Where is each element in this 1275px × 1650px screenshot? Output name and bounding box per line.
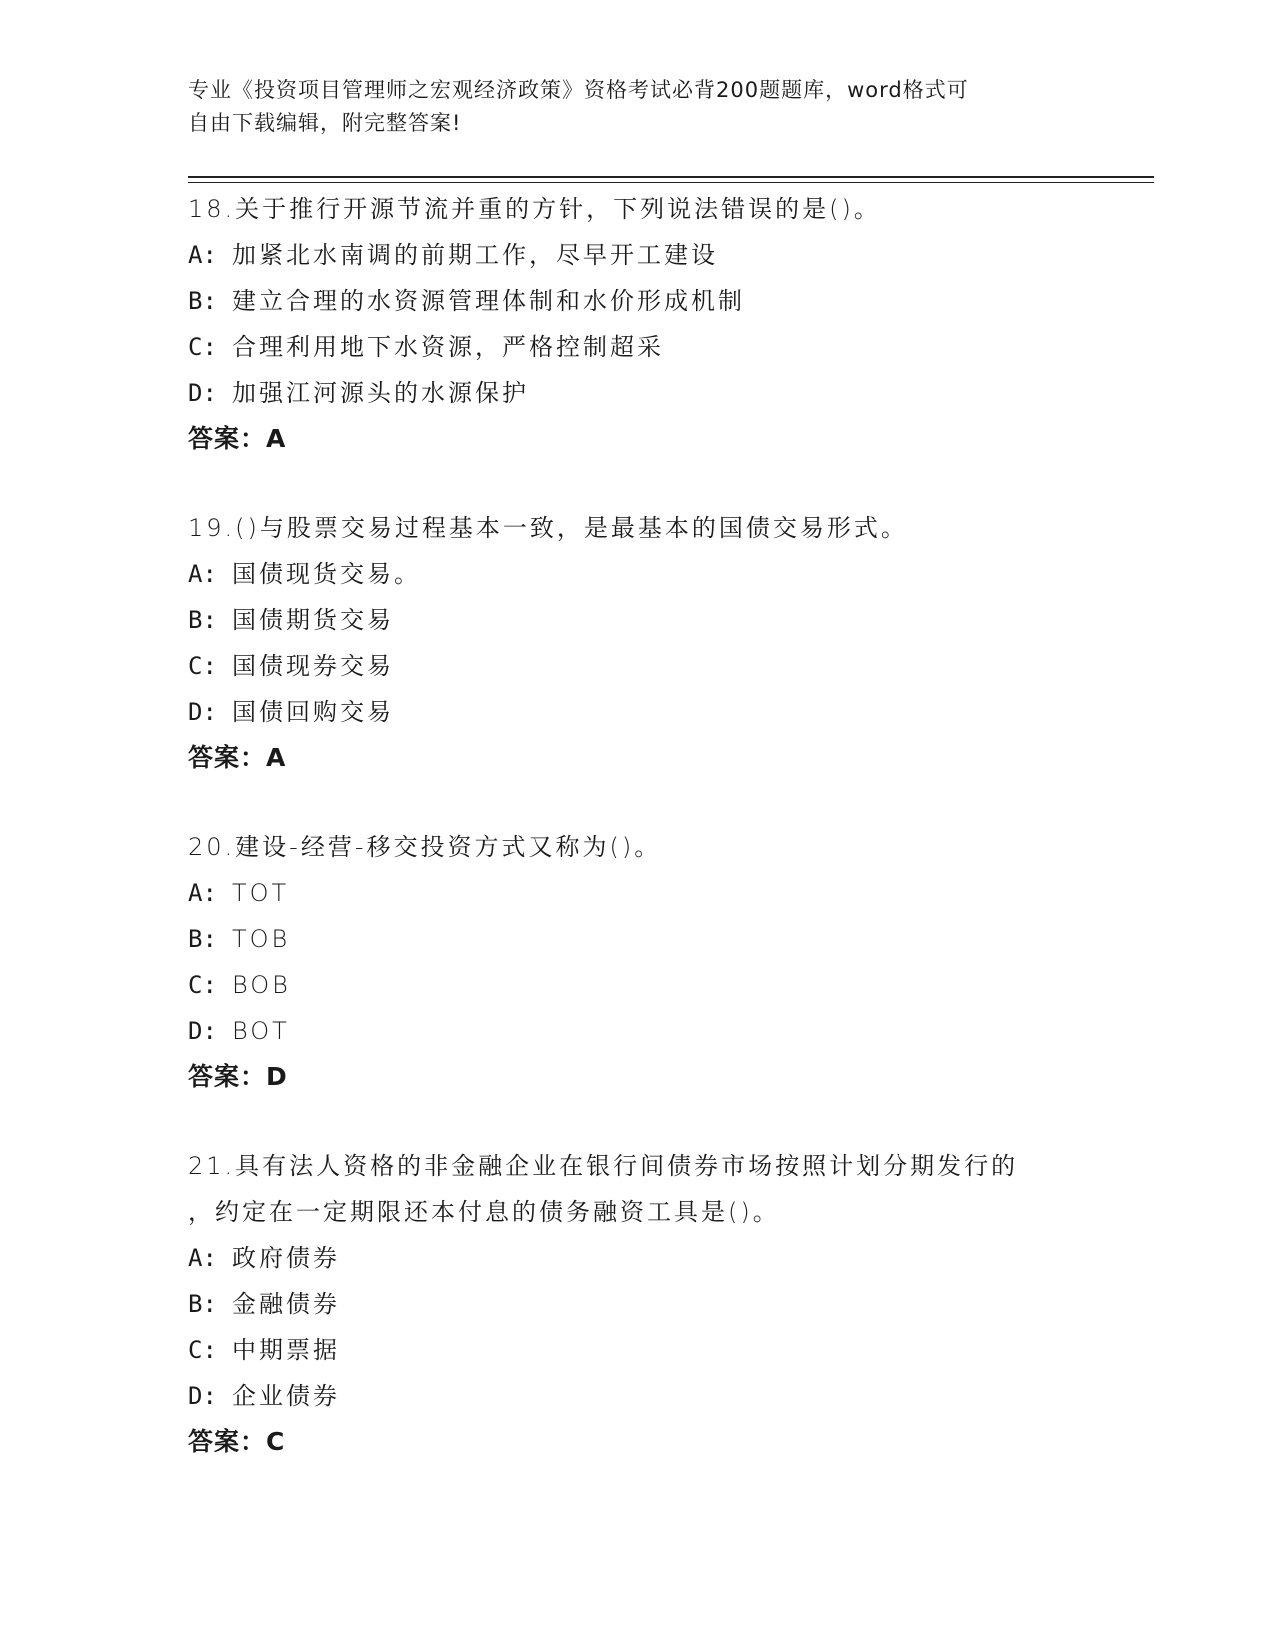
question-20 xyxy=(188,824,1088,1100)
option-text: TOB xyxy=(232,925,291,953)
option-d xyxy=(188,370,1088,416)
option-text: 建立合理的水资源管理体制和水价形成机制 xyxy=(232,287,745,315)
option-text: 金融债券 xyxy=(232,1290,340,1318)
question-text: 19.()与股票交易过程基本一致，是最基本的国债交易形式。 xyxy=(188,514,908,542)
header-line-1: 专业《投资项目管理师之宏观经济政策》资格考试必背200题题库，word格式可 xyxy=(188,78,969,102)
option-text: 中期票据 xyxy=(232,1336,340,1364)
option-text: 企业债券 xyxy=(232,1382,340,1410)
option-key: B: xyxy=(188,606,217,634)
option-key: D: xyxy=(188,1017,217,1045)
option-key: C: xyxy=(188,333,217,361)
option-key: B: xyxy=(188,1290,217,1318)
question-18 xyxy=(188,186,1088,462)
option-c xyxy=(188,1327,1088,1373)
option-key: A: xyxy=(188,879,217,907)
option-c xyxy=(188,643,1088,689)
option-text: 加强江河源头的水源保护 xyxy=(232,379,529,407)
option-b xyxy=(188,597,1088,643)
option-b xyxy=(188,916,1088,962)
option-text: 合理利用地下水资源，严格控制超采 xyxy=(232,333,664,361)
question-21 xyxy=(188,1143,1088,1465)
option-b xyxy=(188,278,1088,324)
answer: 答案：A xyxy=(188,743,287,772)
option-text: TOT xyxy=(232,879,290,907)
option-key: C: xyxy=(188,1336,217,1364)
question-text: 21.具有法人资格的非金融企业在银行间债券市场按照计划分期发行的 xyxy=(188,1152,1019,1180)
option-text: 加紧北水南调的前期工作，尽早开工建设 xyxy=(232,241,718,269)
option-a xyxy=(188,551,1088,597)
option-text: 国债现券交易 xyxy=(232,652,394,680)
option-key: C: xyxy=(188,652,217,680)
option-text: BOB xyxy=(232,971,291,999)
option-d xyxy=(188,1008,1088,1054)
document-header xyxy=(188,74,1088,140)
question-19 xyxy=(188,505,1088,781)
option-key: C: xyxy=(188,971,217,999)
option-text: 国债期货交易 xyxy=(232,606,394,634)
option-key: A: xyxy=(188,560,217,588)
option-d xyxy=(188,689,1088,735)
option-a xyxy=(188,870,1088,916)
header-line-2: 自由下载编辑，附完整答案! xyxy=(188,111,462,135)
option-a xyxy=(188,232,1088,278)
answer: 答案：D xyxy=(188,1062,288,1091)
option-key: A: xyxy=(188,1244,217,1272)
option-text: BOT xyxy=(232,1017,290,1045)
option-c xyxy=(188,324,1088,370)
option-key: D: xyxy=(188,379,217,407)
option-text: 国债现货交易。 xyxy=(232,560,421,588)
option-text: 政府债券 xyxy=(232,1244,340,1272)
header-divider-thick xyxy=(188,176,1154,178)
header-divider-thin xyxy=(188,182,1154,183)
option-key: A: xyxy=(188,241,217,269)
answer: 答案：C xyxy=(188,1427,286,1456)
option-key: D: xyxy=(188,698,217,726)
question-text: 20.建设-经营-移交投资方式又称为()。 xyxy=(188,833,662,861)
question-text: 18.关于推行开源节流并重的方针，下列说法错误的是()。 xyxy=(188,195,881,223)
option-key: B: xyxy=(188,925,217,953)
question-text-continued: ，约定在一定期限还本付息的债务融资工具是()。 xyxy=(188,1198,780,1226)
option-c xyxy=(188,962,1088,1008)
option-a xyxy=(188,1235,1088,1281)
option-key: B: xyxy=(188,287,217,315)
option-key: D: xyxy=(188,1382,217,1410)
option-d xyxy=(188,1373,1088,1419)
option-text: 国债回购交易 xyxy=(232,698,394,726)
answer: 答案：A xyxy=(188,424,287,453)
option-b xyxy=(188,1281,1088,1327)
